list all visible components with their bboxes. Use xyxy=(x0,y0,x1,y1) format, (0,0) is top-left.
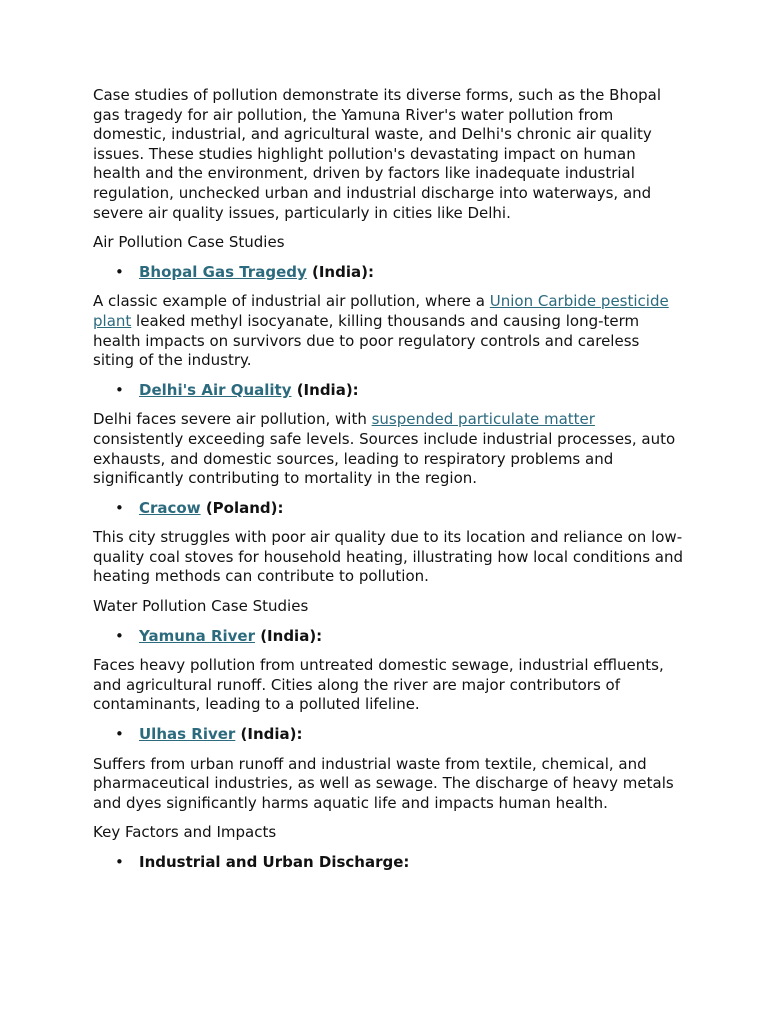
bullet-icon: • xyxy=(115,725,124,744)
bullet-icon: • xyxy=(115,498,124,517)
bhopal-title xyxy=(139,263,374,281)
delhi-list xyxy=(93,381,683,401)
union-carbide-link[interactable]: Union Carbide pesticide plant xyxy=(93,292,669,330)
delhi-desc-pre: Delhi faces severe air pollution, with xyxy=(93,410,372,429)
bhopal-desc-post: leaked methyl isocyanate, killing thousands and causing long-term health impacts on survivors due to poor regulatory controls and careless siting of the industry. xyxy=(93,311,640,370)
bhopal-link[interactable]: Bhopal Gas Tragedy xyxy=(139,262,307,281)
yamuna-title xyxy=(139,627,322,645)
bullet-icon: • xyxy=(115,262,124,281)
cracow-title xyxy=(139,499,284,517)
water-pollution-heading: Water Pollution Case Studies xyxy=(93,597,309,616)
bullet-icon: • xyxy=(115,853,124,871)
delhi-country: (India): xyxy=(291,380,359,399)
bhopal-desc-pre: A classic example of industrial air pollution, where a xyxy=(93,292,490,311)
cracow-country: (Poland): xyxy=(200,498,284,517)
factors-list xyxy=(93,853,683,873)
industrial-discharge-title: Industrial and Urban Discharge: xyxy=(139,853,410,871)
ulhas-country: (India): xyxy=(235,725,303,744)
cracow-list xyxy=(93,499,683,519)
cracow-link[interactable]: Cracow xyxy=(139,498,201,517)
delhi-description xyxy=(93,410,683,488)
list-item-cracow xyxy=(115,498,683,519)
yamuna-list xyxy=(93,627,683,647)
list-item-yamuna xyxy=(115,626,683,647)
list-item-delhi xyxy=(115,380,683,401)
delhi-desc-post: consistently exceeding safe levels. Sources include industrial processes, auto exhausts, and domestic sources, leading to respiratory problems and significantly contributing to mortality in the region. xyxy=(93,429,676,488)
ulhas-description: Suffers from urban runoff and industrial waste from textile, chemical, and pharmaceutical industries, as well as sewage. The discharge of heavy metals and dyes significantly harms aquatic life and impacts human health. xyxy=(93,754,674,812)
list-item-ulhas xyxy=(115,725,683,745)
bhopal-description xyxy=(93,292,683,370)
yamuna-description: Faces heavy pollution from untreated domestic sewage, industrial effluents, and agricultural runoff. Cities along the river are major contributors of contaminants, leading to a polluted lifeline. xyxy=(93,656,664,714)
bullet-icon: • xyxy=(115,380,124,399)
particulate-matter-link[interactable]: suspended particulate matter xyxy=(371,410,595,429)
bhopal-country: (India): xyxy=(306,262,374,281)
list-item-industrial-discharge xyxy=(115,853,683,873)
delhi-title xyxy=(139,381,359,399)
ulhas-list xyxy=(93,725,683,745)
bhopal-list xyxy=(93,263,683,283)
list-item-bhopal xyxy=(115,262,683,283)
yamuna-link[interactable]: Yamuna River xyxy=(139,626,255,645)
intro-paragraph: Case studies of pollution demonstrate its diverse forms, such as the Bhopal gas tragedy for air pollution, the Yamuna River's water pollution from domestic, industrial, and agricultural waste, and Delhi's chronic air quality issues. These studies highlight pollution's devastating impact on human health and the environment, driven by factors like inadequate industrial regulation, unchecked urban and industrial discharge into waterways, and severe air quality issues, particularly in cities like Delhi. xyxy=(93,86,662,222)
bullet-icon: • xyxy=(115,626,124,645)
cracow-description: This city struggles with poor air quality due to its location and reliance on low-quality coal stoves for household heating, illustrating how local conditions and heating methods can contribute to pollution. xyxy=(93,528,684,586)
key-factors-heading: Key Factors and Impacts xyxy=(93,823,277,842)
ulhas-title xyxy=(139,725,303,743)
delhi-link[interactable]: Delhi's Air Quality xyxy=(139,380,292,399)
ulhas-link[interactable]: Ulhas River xyxy=(139,725,236,744)
yamuna-country: (India): xyxy=(254,626,323,645)
air-pollution-heading: Air Pollution Case Studies xyxy=(93,233,285,252)
document-body xyxy=(93,86,683,883)
